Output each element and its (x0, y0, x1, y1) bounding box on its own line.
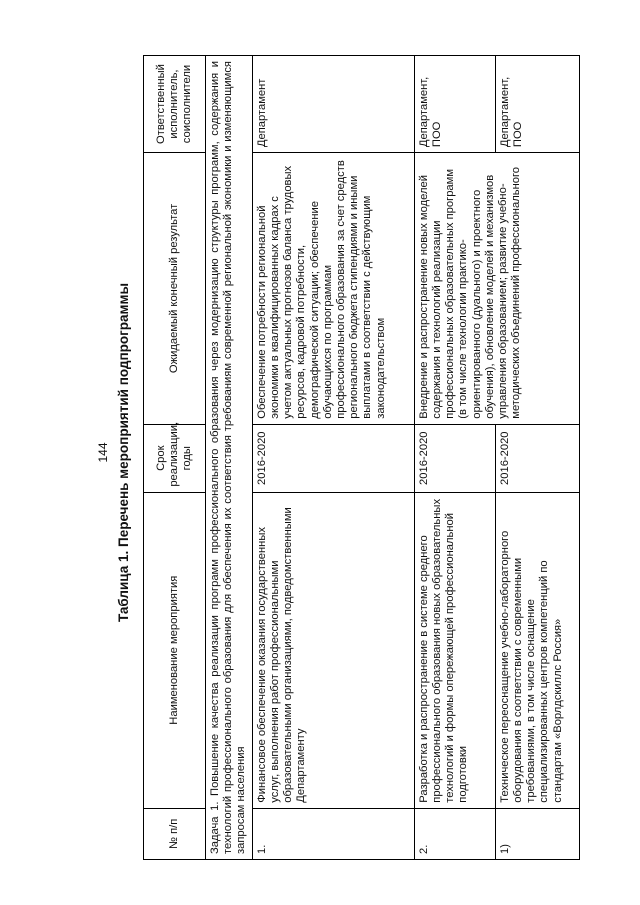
header-name: Наименование мероприятия (144, 492, 206, 808)
task-text: Задача 1. Повышение качества реализации программ профессионального образования через модернизацию структуры программ, содержания и технологий профессионального образования для обеспечения их соответствия требованиям современной региональной экономики и изменяющимся запросам населения (206, 56, 253, 860)
table-row (252, 56, 414, 860)
header-result: Ожидаемый конечный результат (144, 153, 206, 425)
task-row (206, 56, 253, 860)
table-row (414, 56, 495, 860)
activities-table (143, 55, 580, 860)
row-result: Обеспечение потребности региональной экономики в квалифицированных кадрах с учетом актуальных прогнозов баланса трудовых ресурсов, кадровой потребности, демографической ситуации; обеспечение обучающихся по программам профессионального образования за счет средств регионального бюджета стипендиями и иными выплатами в соответствии с действующим законодательством (252, 153, 414, 425)
page-number: 144 (96, 442, 110, 463)
row-no: 1. (252, 808, 414, 859)
row-result: Внедрение и распространение новых моделей содержания и технологий реализации профессиональных образовательных программ (в том числе технологии практико-ориентированного (дуального) и проектного обучения), обновление моделей и механизмов управления образованием; развитие учебно-методических объединений профессионального (414, 153, 579, 425)
row-name: Разработка и распространение в системе среднего профессионального образования новых образовательных технологий и формы опережающей профессиональной подготовки (414, 492, 495, 808)
header-responsible: Ответственный исполнитель, соисполнители (144, 56, 206, 153)
row-term: 2016-2020 (495, 424, 579, 492)
row-name: Техническое переоснащение учебно-лабораторного оборудования в соответствии с современными требованиями, в том числе оснащение специализированных центров компетенций по стандартам «Ворлдскиллс Россия» (495, 492, 579, 808)
header-no: № п/п (144, 808, 206, 859)
row-responsible: Департамент, ПОО (414, 56, 495, 153)
row-term: 2016-2020 (252, 424, 414, 492)
table-title: Таблица 1. Перечень мероприятий подпрограммы (116, 282, 131, 623)
row-name: Финансовое обеспечение оказания государственных услуг, выполнения работ профессиональными образовательными организациями, подведомственными Департаменту (252, 492, 414, 808)
row-no: 2. (414, 808, 495, 859)
row-responsible: Департамент, ПОО (495, 56, 579, 153)
header-row (144, 56, 206, 860)
row-term: 2016-2020 (414, 424, 495, 492)
row-responsible: Департамент (252, 56, 414, 153)
header-term: Срок реализации, годы (144, 424, 206, 492)
row-no: 1) (495, 808, 579, 859)
